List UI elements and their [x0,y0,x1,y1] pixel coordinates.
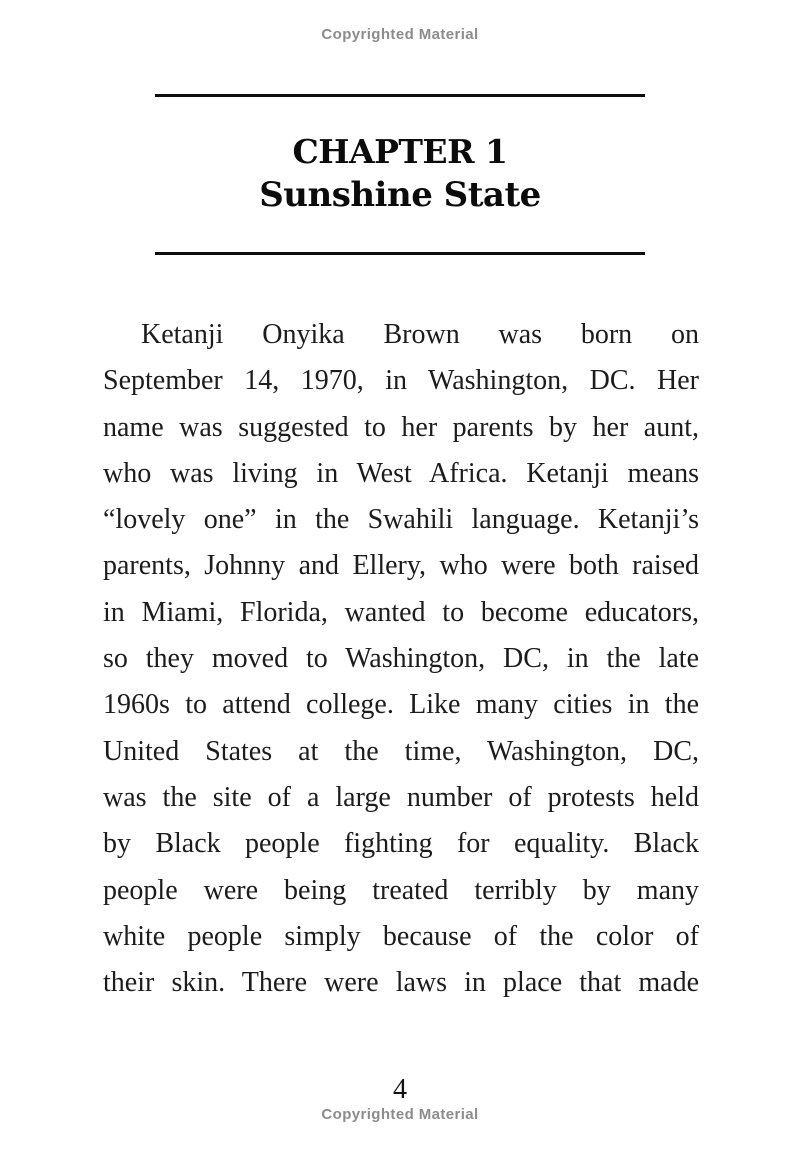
chapter-divider-bottom [155,252,645,255]
chapter-title: Sunshine State [259,175,541,215]
body-line: September 14, 1970, in Washington, DC. Her [103,365,699,397]
body-line: their skin. There were laws in place that made [103,967,699,999]
body-line: 1960s to attend college. Like many cities in the [103,689,699,721]
body-line: parents, Johnny and Ellery, who were both raised [103,550,699,582]
body-line: people were being treated terribly by many [103,874,699,906]
page-number: 4 [393,1074,407,1105]
body-line: white people simply because of the color of [103,920,699,952]
body-line: United States at the time, Washington, DC, [103,735,699,767]
body-line: who was living in West Africa. Ketanji means [103,457,699,489]
body-line: was the site of a large number of protests held [103,781,699,813]
body-line: name was suggested to her parents by her aunt, [103,411,699,443]
copyright-notice-top: Copyrighted Material [321,26,479,43]
body-line: by Black people fighting for equality. Black [103,828,699,860]
copyright-notice-bottom: Copyrighted Material [321,1106,479,1123]
body-line: so they moved to Washington, DC, in the late [103,643,699,675]
body-paragraph [103,312,699,1006]
chapter-kicker: CHAPTER 1 [292,132,508,171]
chapter-divider-top [155,94,645,97]
body-line: in Miami, Florida, wanted to become educators, [103,596,699,628]
body-line: “lovely one” in the Swahili language. Ketanji’s [103,504,699,536]
body-line: Ketanji Onyika Brown was born on [141,319,699,350]
